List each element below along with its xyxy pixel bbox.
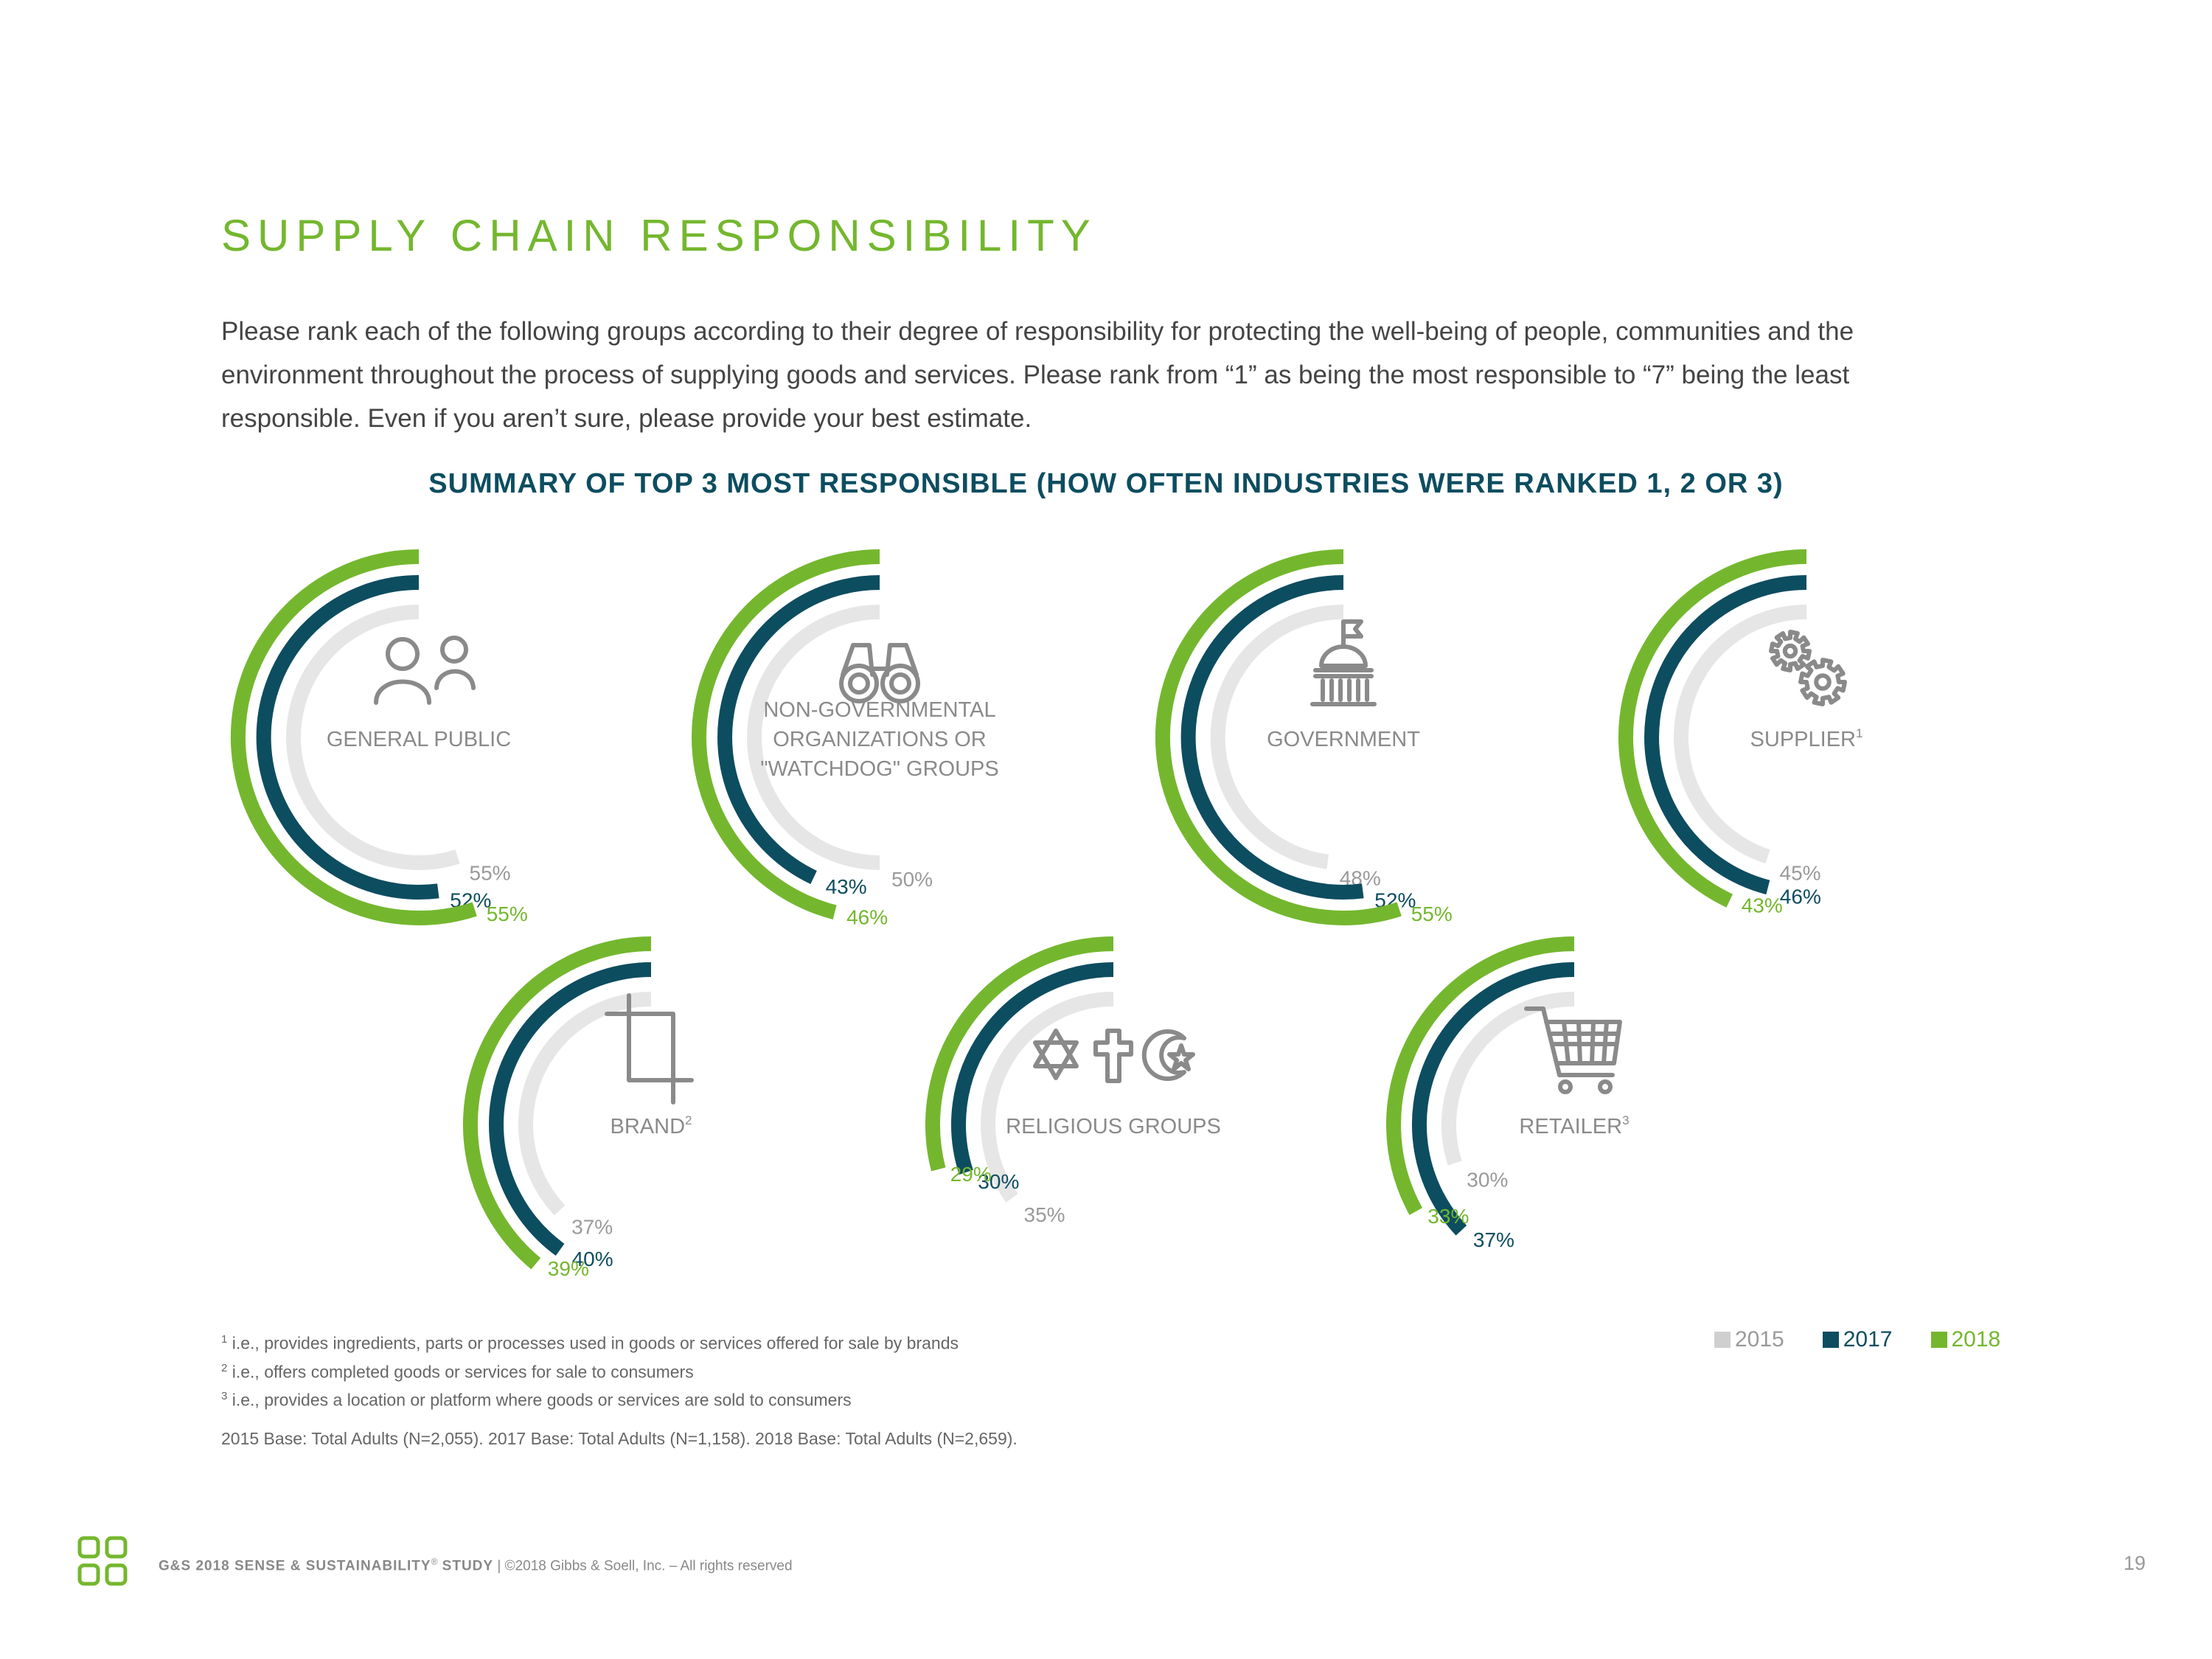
value-label-2018: 29% xyxy=(950,1162,992,1186)
base-note: 2015 Base: Total Adults (N=2,055). 2017 Base: Total Adults (N=1,158). 2018 Base: Total Adults (N=2,659). xyxy=(221,1429,1018,1448)
value-label-2017: 46% xyxy=(1779,885,1821,908)
arc-2015 xyxy=(988,999,1113,1198)
crop-icon xyxy=(607,995,692,1102)
footnote: $^3$ i.e., provides a location or platform where goods or services are sold to consumers xyxy=(221,1390,852,1410)
legend-item-2017 xyxy=(1823,1327,1893,1352)
group-label: ORGANIZATIONS OR xyxy=(773,728,987,751)
value-label-2018: 33% xyxy=(1427,1205,1470,1228)
page-title: SUPPLY CHAIN RESPONSIBILITY xyxy=(221,211,1097,260)
ring-group xyxy=(699,557,999,928)
arc-2015 xyxy=(526,999,651,1210)
question-text: Please rank each of the following groups according to their degree of responsibility for protecting the well-being of people, communities and the environment throughout the process of supplying goods and services. Please rank from “1” as being the most responsible to “7” being the least responsible. Even if you aren’t sure, please provide your best estimate. xyxy=(221,317,1854,433)
group-label: BRAND$^2$ xyxy=(610,1113,692,1138)
value-label-2017: 30% xyxy=(978,1169,1020,1193)
value-label-2018: 55% xyxy=(486,902,528,925)
footnote-marker: 2 xyxy=(685,1113,692,1127)
value-label-2018: 46% xyxy=(846,905,888,929)
footnote-marker: 1 xyxy=(1855,726,1863,740)
ring-group xyxy=(933,944,1221,1226)
footnote: $^2$ i.e., offers completed goods or services for sale to consumers xyxy=(221,1361,694,1382)
legend-label: 2015 xyxy=(1735,1327,1784,1352)
group-label: GOVERNMENT xyxy=(1267,728,1420,751)
value-label-2017: 43% xyxy=(825,875,867,898)
legend-label: 2017 xyxy=(1843,1327,1893,1352)
footnote: $^1$ i.e., provides ingredients, parts or processes used in goods or services offered for sale by brands xyxy=(221,1333,959,1353)
group-label: RETAILER$^3$ xyxy=(1519,1113,1630,1138)
logo-icon xyxy=(77,1536,129,1587)
value-label-2017: 40% xyxy=(571,1247,613,1270)
legend-swatch xyxy=(1823,1332,1839,1348)
footer xyxy=(77,1536,2146,1587)
value-label-2017: 37% xyxy=(1472,1228,1514,1251)
ring-group xyxy=(1163,557,1453,925)
footnotes xyxy=(221,1327,959,1413)
religious-symbols-icon xyxy=(1035,1031,1193,1081)
group-label: SUPPLIER$^1$ xyxy=(1750,726,1863,751)
legend xyxy=(1714,1327,2000,1352)
cart-icon xyxy=(1526,1009,1620,1092)
group-label: GENERAL PUBLIC xyxy=(326,728,512,751)
value-label-2017: 52% xyxy=(450,888,492,912)
value-label-2015: 50% xyxy=(891,868,933,891)
value-label-2015: 55% xyxy=(469,861,511,885)
value-label-2017: 52% xyxy=(1374,888,1416,912)
page-number: 19 xyxy=(2123,1552,2146,1574)
ring-group xyxy=(238,557,528,925)
value-label-2015: 30% xyxy=(1467,1168,1509,1192)
value-label-2015: 48% xyxy=(1339,866,1381,890)
ring-group xyxy=(1626,557,1863,917)
capitol-icon xyxy=(1312,622,1374,704)
value-label-2018: 39% xyxy=(547,1256,589,1280)
group-label: RELIGIOUS GROUPS xyxy=(1006,1115,1221,1138)
group-label: "WATCHDOG" GROUPS xyxy=(760,757,999,781)
value-label-2018: 55% xyxy=(1411,902,1453,925)
legend-swatch xyxy=(1714,1332,1731,1348)
value-label-2015: 35% xyxy=(1023,1203,1065,1226)
legend-label: 2018 xyxy=(1951,1327,2001,1352)
legend-item-2015 xyxy=(1714,1327,1784,1352)
ring-group xyxy=(470,944,692,1280)
ring-group xyxy=(1394,944,1630,1251)
legend-item-2018 xyxy=(1931,1327,2001,1352)
people-icon xyxy=(376,638,473,703)
value-label-2015: 45% xyxy=(1779,861,1821,885)
binoculars-icon xyxy=(841,645,918,701)
footer-text: G&S 2018 SENSE & SUSTAINABILITY® STUDY | ©2018 Gibbs & Soell, Inc. – All rights reserved xyxy=(159,1557,793,1574)
footnote-marker: 3 xyxy=(1622,1113,1630,1127)
value-label-2015: 37% xyxy=(571,1215,613,1239)
chart-title: SUMMARY OF TOP 3 MOST RESPONSIBLE (HOW OFTEN INDUSTRIES WERE RANKED 1, 2 OR 3) xyxy=(428,468,1784,499)
legend-swatch xyxy=(1931,1332,1947,1348)
value-label-2018: 43% xyxy=(1741,894,1783,917)
group-label: NON-GOVERNMENTAL xyxy=(763,698,996,722)
gears-icon xyxy=(1771,632,1845,704)
